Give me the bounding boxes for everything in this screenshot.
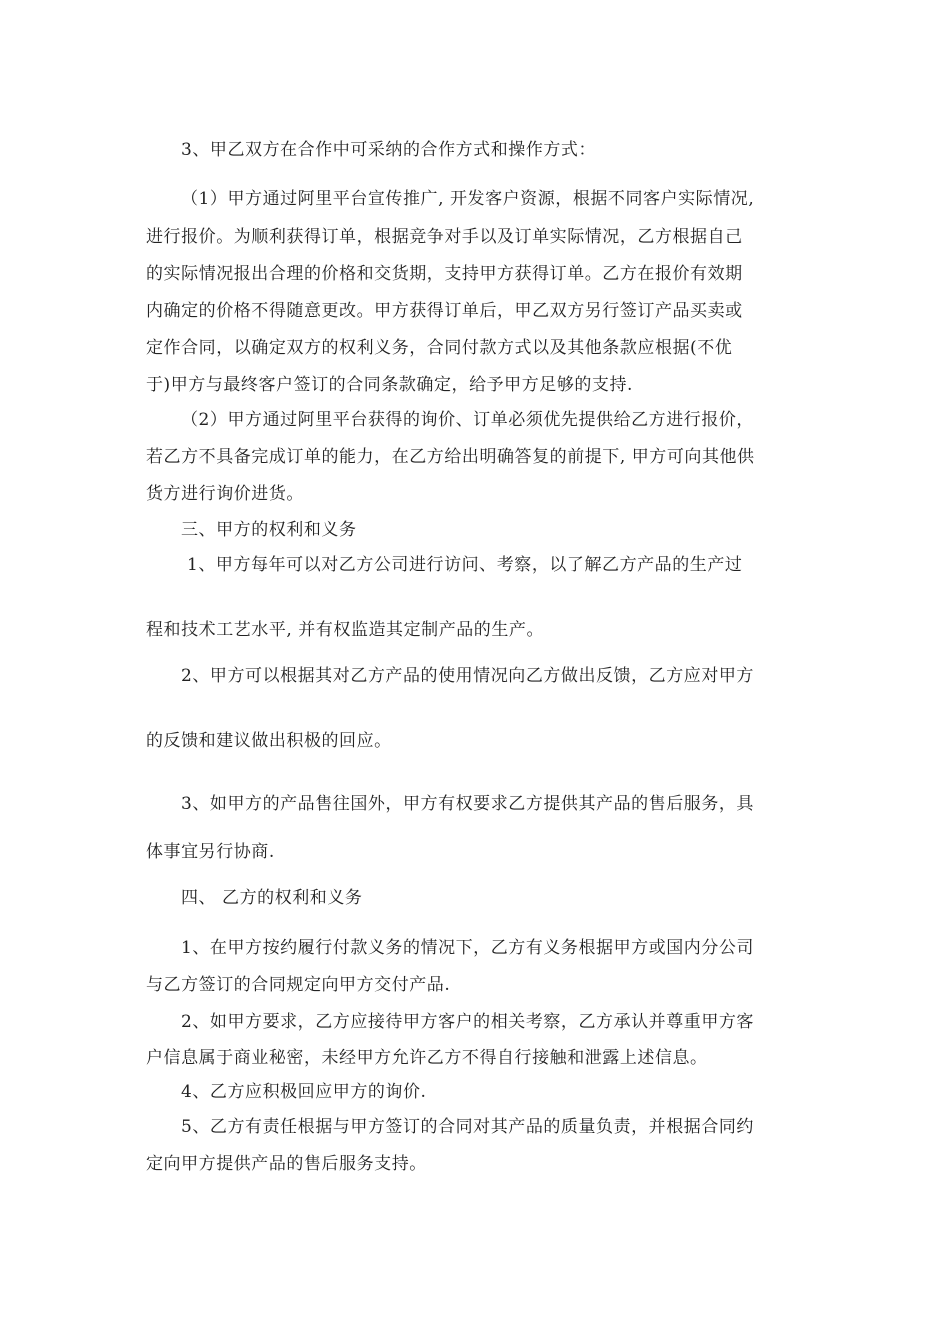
text-line: 4、乙方应积极回应甲方的询价. (181, 1082, 427, 1102)
text-line: 若乙方不具备完成订单的能力，在乙方给出明确答复的前提下, 甲方可向其他供 (146, 447, 755, 467)
text-line: 户信息属于商业秘密，未经甲方允许乙方不得自行接触和泄露上述信息。 (146, 1048, 708, 1068)
section-heading: 四、 乙方的权利和义务 (181, 888, 363, 908)
text-line: 于)甲方与最终客户签订的合同条款确定，给予甲方足够的支持. (146, 375, 633, 395)
section-heading: 三、甲方的权利和义务 (181, 520, 357, 540)
text-line: 程和技术工艺水平, 并有权监造其定制产品的生产。 (146, 620, 545, 640)
text-line: 的反馈和建议做出积极的回应。 (146, 731, 392, 751)
text-line: 1、甲方每年可以对乙方公司进行访问、考察，以了解乙方产品的生产过 (187, 555, 743, 575)
text-line: 体事宜另行协商. (146, 842, 275, 862)
text-line: 的实际情况报出合理的价格和交货期，支持甲方获得订单。乙方在报价有效期 (146, 264, 743, 284)
text-line: 2、甲方可以根据其对乙方产品的使用情况向乙方做出反馈，乙方应对甲方 (181, 666, 754, 686)
text-line: 1、在甲方按约履行付款义务的情况下，乙方有义务根据甲方或国内分公司 (181, 938, 754, 958)
text-line: （2）甲方通过阿里平台获得的询价、订单必须优先提供给乙方进行报价， (181, 410, 754, 430)
text-line: 货方进行询价进货。 (146, 484, 304, 504)
text-line: 内确定的价格不得随意更改。甲方获得订单后，甲乙双方另行签订产品买卖或 (146, 301, 743, 321)
text-line: 2、如甲方要求，乙方应接待甲方客户的相关考察，乙方承认并尊重甲方客 (181, 1012, 754, 1032)
text-line: 定作合同，以确定双方的权利义务，合同付款方式以及其他条款应根据(不优 (146, 338, 733, 358)
text-line: 与乙方签订的合同规定向甲方交付产品. (146, 975, 451, 995)
text-line: （1）甲方通过阿里平台宣传推广, 开发客户资源，根据不同客户实际情况, (181, 189, 755, 209)
text-line: 3、如甲方的产品售往国外，甲方有权要求乙方提供其产品的售后服务，具 (181, 794, 754, 814)
text-line: 定向甲方提供产品的售后服务支持。 (146, 1154, 427, 1174)
text-line: 3、甲乙双方在合作中可采纳的合作方式和操作方式： (181, 140, 597, 160)
text-line: 进行报价。为顺利获得订单，根据竞争对手以及订单实际情况，乙方根据自己 (146, 227, 743, 247)
text-line: 5、乙方有责任根据与甲方签订的合同对其产品的质量负责，并根据合同约 (181, 1117, 754, 1137)
